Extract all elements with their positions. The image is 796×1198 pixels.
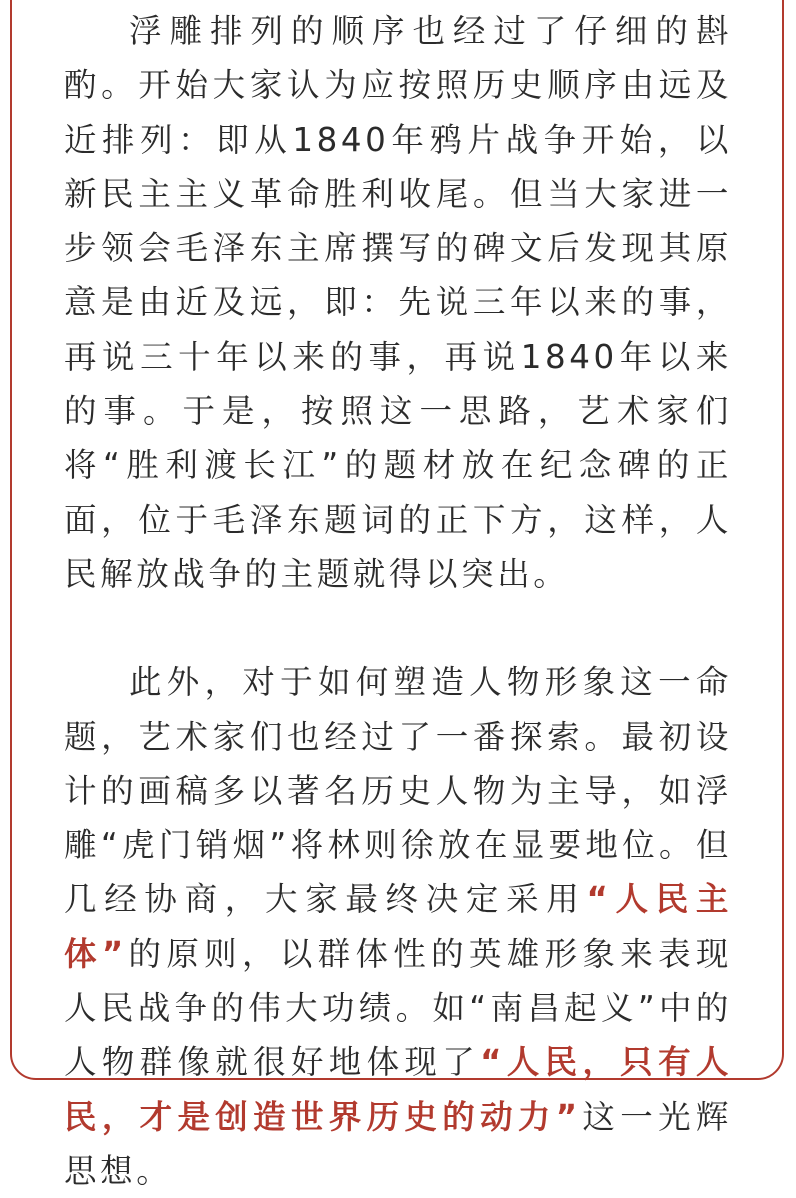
paragraph-text: 此外，对于如何塑造人物形象这一命题，艺术家们也经过了一番探索。最初设计的画稿多以著名历史人物为主导，如浮雕“虎门销烟”将林则徐放在显要地位。但几经协商，大家最终决定采用 (64, 663, 732, 919)
highlight-people-quote: “人民，只有人民，才是创造世界历史的动力” (64, 1043, 732, 1136)
paragraph-text: 浮雕排列的顺序也经过了仔细的斟酌。开始大家认为应按照历史顺序由远及近排列：即从1840年鸦片战争开始，以新民主主义革命胜利收尾。但当大家进一步领会毛泽东主席撰写的碑文后发现其原意是由近及远，即：先说三年以来的事，再说三十年以来的事，再说1840年以来的事。于是，按照这一思路，艺术家们将“胜利渡长江”的题材放在纪念碑的正面，位于毛泽东题词的正下方，这样，人民解放战争的主题就得以突出。 (64, 12, 732, 593)
paragraph-spacer (64, 601, 732, 655)
paragraph-figure-design (64, 655, 732, 1198)
highlight-people-principle: “人民主体” (64, 880, 732, 973)
article-body (64, 4, 732, 1198)
paragraph-relief-order (64, 4, 732, 601)
paragraph-text: 这一光辉思想。 (64, 1097, 732, 1190)
paragraph-text: 的原则，以群体性的英雄形象来表现人民战争的伟大功绩。如“南昌起义”中的人物群像就很好地体现了 (64, 934, 733, 1082)
